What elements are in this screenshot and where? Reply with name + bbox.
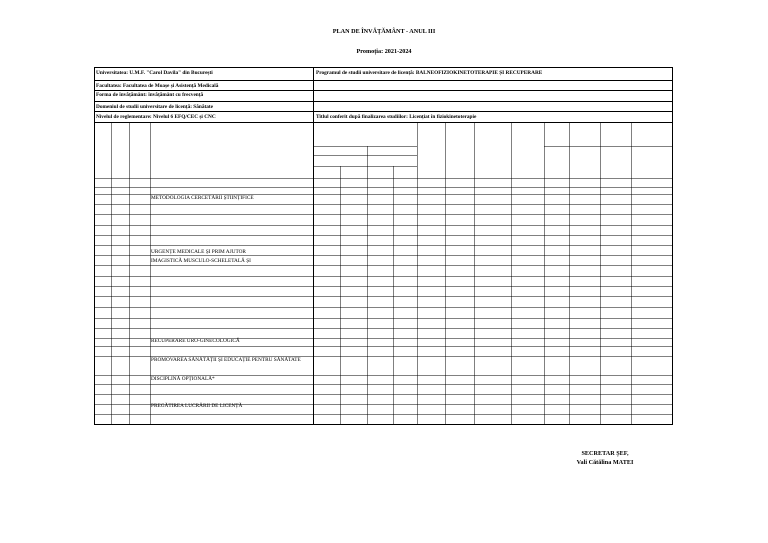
title-conferred-field: Titlul conferit după finalizarea studiilor: Licențiat în fiziokinetoterapie: [316, 114, 477, 120]
form-field: Forma de învățământ: învățământ cu frecvență: [96, 92, 204, 98]
discipline-row-label: URGENȚE MEDICALE ȘI PRIM AJUTOR: [151, 249, 246, 255]
discipline-row-label: PREGĂTIREA LUCRĂRII DE LICENȚĂ: [151, 403, 243, 409]
domain-field: Domeniul de studii universitare de licență: Sănătate: [96, 104, 214, 110]
document-title: PLAN DE ÎNVĂȚĂMÂNT - ANUL III: [332, 28, 436, 35]
signature-name: Vali Cătălina MATEI: [576, 459, 634, 466]
discipline-row-label: RECUPERARE URO-GINECOLOGICĂ: [151, 338, 240, 344]
promotion-label: Promoția: 2021-2024: [356, 48, 412, 55]
level-field: Nivelul de reglementare: Nivelul 6 EFQ/CEC și CNC: [96, 114, 216, 120]
discipline-row-label: IMAGISTICĂ MUSCULO-SCHELETALĂ ȘI: [151, 258, 251, 264]
discipline-row-label: METODOLOGIA CERCETĂRII ȘTIINȚIFICE: [151, 195, 254, 201]
faculty-field: Facultatea: Facultatea de Moașe și Asistență Medicală: [96, 83, 219, 89]
university-field: Universitatea: U.M.F. "Carol Davila" din București: [96, 70, 213, 76]
discipline-row-label: DISCIPLINĂ OPȚIONALĂ*: [151, 376, 215, 382]
signature-role: SECRETAR ȘEF,: [581, 450, 629, 457]
discipline-row-label: PROMOVAREA SĂNĂTĂȚII ȘI EDUCAȚIE PENTRU SĂNĂTATE: [151, 357, 301, 363]
program-field: Programul de studii universitare de licență: BALNEOFIZIOKINETOTERAPIE ȘI RECUPERARE: [316, 70, 543, 76]
